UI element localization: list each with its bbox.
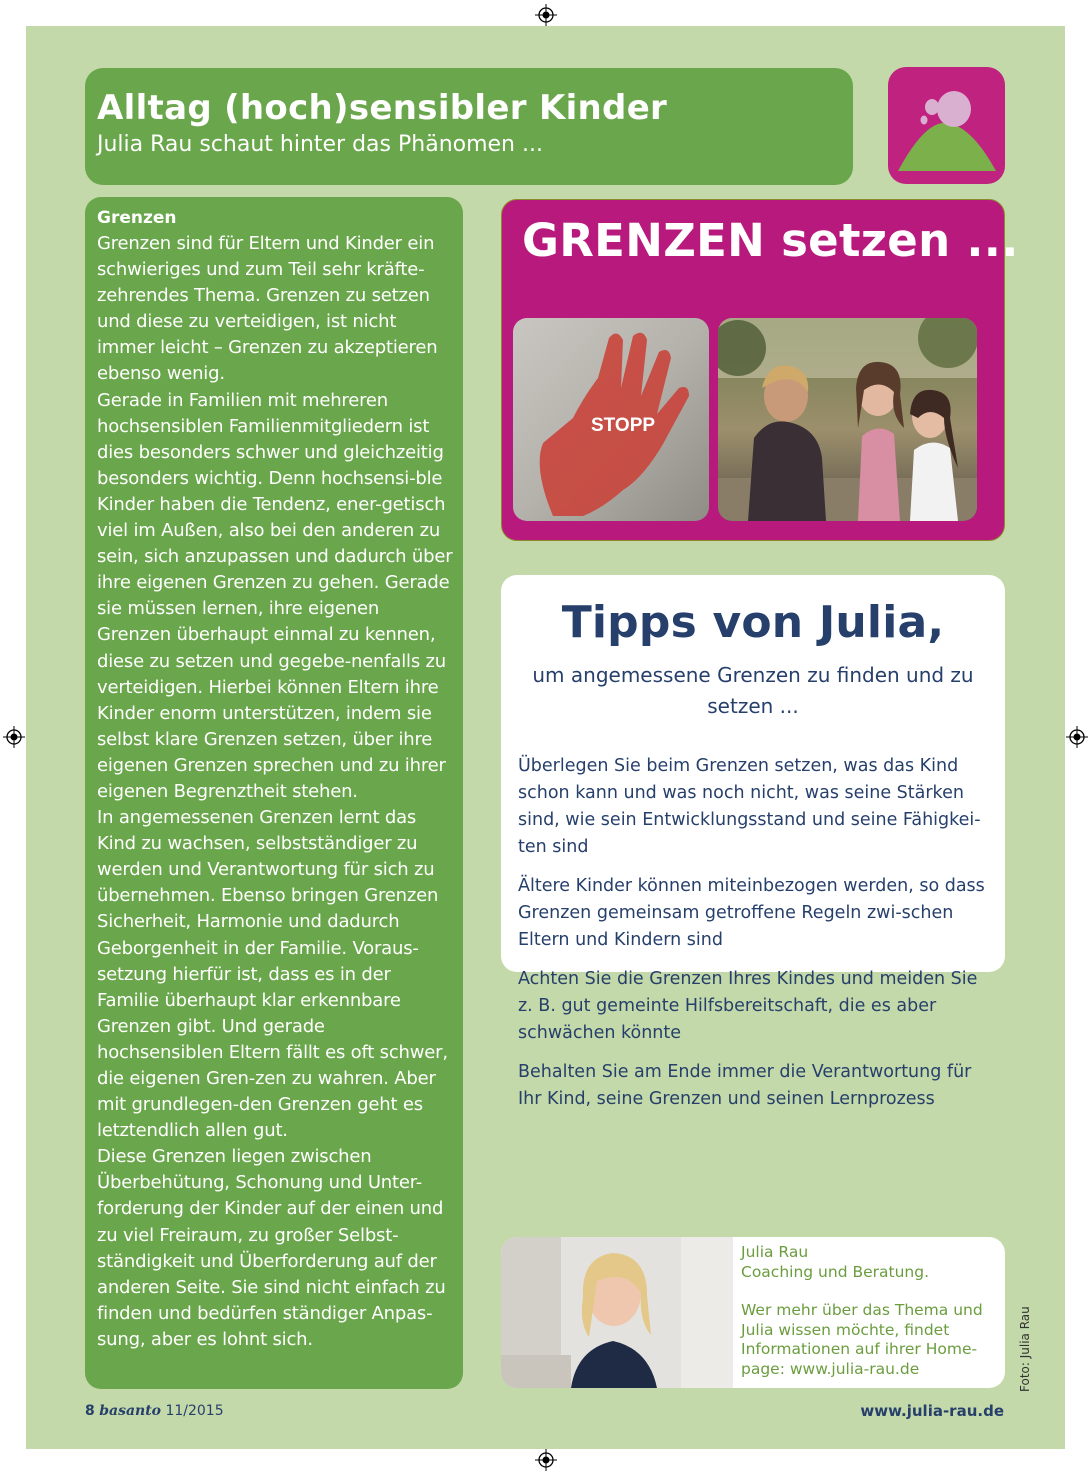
header-title-box (85, 68, 853, 185)
issue-date: 11/2015 (165, 1403, 224, 1419)
registration-mark-icon (535, 4, 557, 26)
tips-subtitle: um angemessene Grenzen zu finden und zu setzen ... (532, 663, 974, 718)
registration-mark-icon (535, 1449, 557, 1471)
article-column (85, 197, 463, 1389)
tips-box (501, 575, 1005, 1109)
article-paragraph: Diese Grenzen liegen zwischen Überbehütung, Schonung und Unter-forderung der Kinder auf der einen und zu viel Freiraum, zu großer Selbst-ständigkeit und Überforderung auf der anderen Seite. Sie sind nicht einfach zu finden und bedürfen ständiger Anpas-sung, aber es lohnt sich. (97, 1146, 446, 1350)
tip-item: Ältere Kinder können miteinbezogen werden, so dass Grenzen gemeinsam getroffene Regeln zwi-schen Eltern und Kindern sind (518, 876, 985, 950)
article-paragraph: Gerade in Familien mit mehreren hochsensiblen Familienmitgliedern ist dies besonders schwer und gleichzeitig besonders wichtig. Denn hochsensi-ble Kinder haben die Tendenz, ener-getisch viel im Außen, also bei den anderen zu sein, sich anzupassen und dadurch über ihre eigenen Grenzen zu gehen. Gerade sie müssen lernen, ihre eigenen Grenzen überhaupt einmal zu kennen, diese zu setzen und gegebe-nenfalls zu verteidigen. Hierbei können Eltern ihre Kinder enorm unterstützen, indem sie selbst klare Grenzen setzen, über ihre eigenen Grenzen sprechen und zu ihrer eigenen Begrenztheit stehen. (97, 389, 453, 802)
footer-issue (85, 1403, 224, 1419)
magazine-name: basanto (99, 1403, 161, 1419)
tips-list (518, 753, 996, 1125)
brand-logo (888, 67, 1005, 184)
family-photo (718, 318, 977, 521)
author-box (501, 1237, 1005, 1388)
article-paragraph: In angemessenen Grenzen lernt das Kind zu wachsen, selbstständiger zu werden und Verantwortung für sich zu übernehmen. Ebenso bringen Grenzen Sicherheit, Harmonie und dadurch Geborgenheit in der Familie. Voraus-setzung hierfür ist, dass es in der Familie überhaupt klar erkennbare Grenzen gibt. Und gerade hochsensiblen Eltern fällt es oft schwer, die eigenen Gren-zen zu wahren. Aber mit grundlegen-den Grenzen geht es letztendlich allen gut. (97, 807, 448, 1142)
author-more-info: Wer mehr über das Thema und Julia wissen möchte, findet Informationen auf ihrer Home-page: www.julia-rau.de (741, 1301, 983, 1378)
feature-title: GRENZEN setzen ... (522, 214, 1019, 267)
footer-website-link[interactable]: www.julia-rau.de (860, 1402, 1004, 1420)
page-subtitle: Julia Rau schaut hinter das Phänomen ... (97, 132, 543, 157)
family-talking-photo-icon (718, 318, 977, 521)
author-photo (501, 1237, 733, 1388)
registration-mark-icon (1066, 726, 1088, 748)
feature-box (501, 199, 1019, 541)
article-heading: Grenzen (97, 208, 177, 228)
stop-label: STOPP (591, 415, 656, 436)
registration-mark-icon (3, 726, 25, 748)
article-body (97, 231, 455, 1353)
tip-item: Überlegen Sie beim Grenzen setzen, was das Kind schon kann und was noch nicht, was seine Stärken sind, wie sein Entwicklungsstand und seine Fähigkei-ten sind (518, 756, 981, 857)
author-portrait-icon (501, 1237, 733, 1388)
author-role: Coaching und Beratung. (741, 1262, 929, 1281)
author-name: Julia Rau (741, 1243, 809, 1261)
stop-hand-photo (513, 318, 709, 521)
author-info (741, 1243, 996, 1379)
article-paragraph: Grenzen sind für Eltern und Kinder ein schwieriges und zum Teil sehr kräfte-zehrendes Thema. Grenzen zu setzen und diese zu verteidigen, ist nicht immer leicht – Grenzen zu akzeptieren ebenso wenig. (97, 233, 438, 385)
photo-credit: Foto: Julia Rau (1018, 1306, 1032, 1392)
tip-item: Achten Sie die Grenzen Ihres Kindes und meiden Sie z. B. gut gemeinte Hilfsbereitschaft, die es aber schwächen könnte (518, 969, 978, 1043)
page-number: 8 (85, 1403, 95, 1419)
brand-logo-icon (888, 67, 1005, 184)
tips-title: Tipps von Julia, (561, 597, 945, 648)
tip-item: Behalten Sie am Ende immer die Verantwortung für Ihr Kind, seine Grenzen und seinen Lernprozess (518, 1062, 972, 1109)
page-title: Alltag (hoch)sensibler Kinder (97, 88, 668, 128)
